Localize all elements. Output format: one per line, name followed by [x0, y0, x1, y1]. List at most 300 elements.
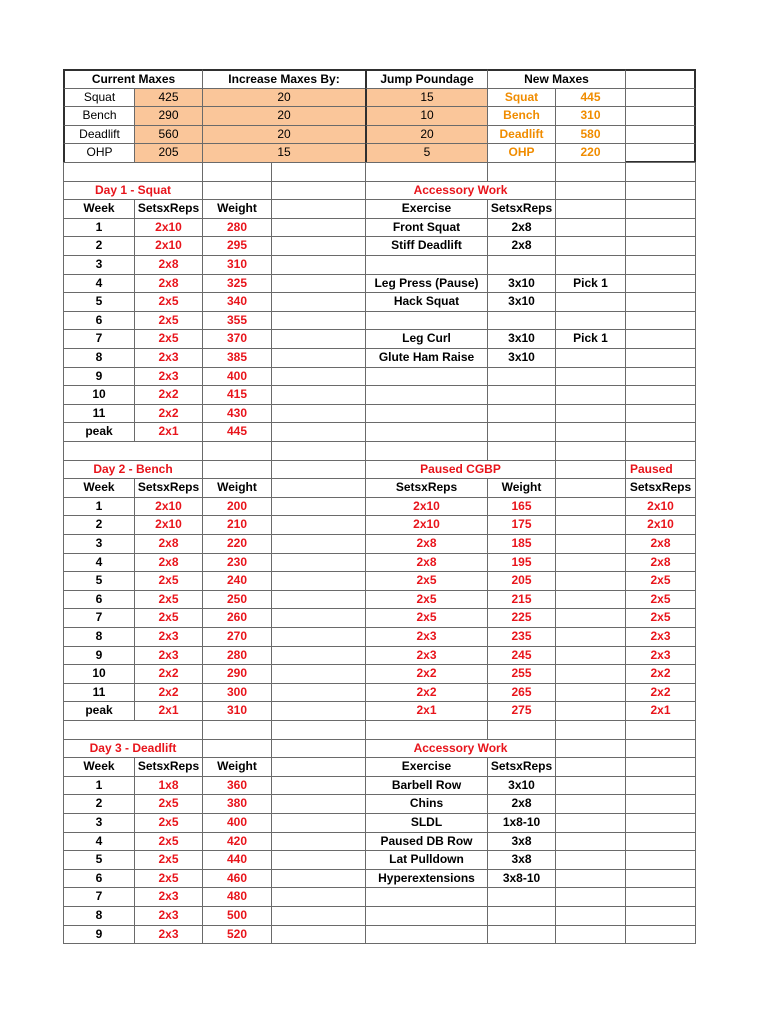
empty-cell[interactable] [487, 887, 556, 907]
weight-value[interactable]: 310 [202, 255, 272, 275]
sets-reps[interactable]: 2x3 [134, 348, 203, 368]
current-max-value[interactable]: 205 [134, 143, 203, 163]
empty-cell[interactable] [555, 757, 626, 777]
empty-cell[interactable] [555, 925, 626, 944]
new-max-value[interactable]: 580 [555, 125, 626, 144]
empty-cell[interactable] [555, 515, 626, 535]
paused-sets-reps[interactable]: 2x3 [625, 627, 696, 647]
empty-cell[interactable] [555, 832, 626, 851]
cgbp-weight[interactable]: 175 [487, 515, 556, 535]
empty-cell[interactable] [625, 906, 696, 926]
empty-cell[interactable] [625, 199, 696, 219]
exercise-name[interactable]: Lat Pulldown [365, 850, 488, 870]
empty-cell[interactable] [63, 720, 203, 740]
weight-value[interactable]: 360 [202, 776, 272, 795]
empty-cell[interactable] [365, 906, 488, 926]
paused-sets-reps[interactable]: 2x3 [625, 646, 696, 665]
empty-cell[interactable] [365, 720, 488, 740]
cgbp-sets-reps[interactable]: 2x8 [365, 534, 488, 554]
setsxreps-header[interactable]: SetsxReps [487, 199, 556, 219]
empty-cell[interactable] [625, 813, 696, 833]
empty-cell[interactable] [555, 720, 626, 740]
lift-name[interactable]: Squat [63, 88, 135, 107]
sets-reps[interactable]: 2x1 [134, 701, 203, 721]
weight-value[interactable]: 380 [202, 794, 272, 814]
week-number[interactable]: 6 [63, 590, 135, 609]
weight-value[interactable]: 300 [202, 683, 272, 702]
exercise-name[interactable] [365, 311, 488, 330]
empty-cell[interactable] [555, 460, 626, 479]
empty-cell[interactable] [271, 683, 366, 702]
weight-value[interactable]: 260 [202, 608, 272, 628]
pick-note[interactable]: Pick 1 [555, 274, 626, 293]
empty-cell[interactable] [271, 367, 366, 386]
sets-reps[interactable]: 2x3 [134, 906, 203, 926]
weight-value[interactable]: 500 [202, 906, 272, 926]
empty-cell[interactable] [271, 701, 366, 721]
empty-cell[interactable] [271, 739, 366, 758]
week-number[interactable]: 10 [63, 664, 135, 684]
empty-cell[interactable] [625, 143, 696, 163]
exercise-sets[interactable] [487, 311, 556, 330]
exercise-name[interactable]: Paused DB Row [365, 832, 488, 851]
empty-cell[interactable] [202, 739, 272, 758]
lift-name[interactable]: Bench [63, 106, 135, 126]
week-header[interactable]: Week [63, 757, 135, 777]
week-number[interactable]: 7 [63, 608, 135, 628]
exercise-name[interactable]: Chins [365, 794, 488, 814]
empty-cell[interactable] [625, 106, 696, 126]
empty-cell[interactable] [271, 460, 366, 479]
pick-note[interactable] [555, 348, 626, 368]
pick-note[interactable] [555, 292, 626, 312]
empty-cell[interactable] [625, 181, 696, 200]
cgbp-sets-reps[interactable]: 2x8 [365, 553, 488, 572]
week-number[interactable]: 1 [63, 497, 135, 516]
empty-cell[interactable] [365, 385, 488, 405]
empty-cell[interactable] [625, 850, 696, 870]
cgbp-weight[interactable]: 205 [487, 571, 556, 591]
pick-note[interactable] [555, 255, 626, 275]
week-header[interactable]: Week [63, 478, 135, 498]
exercise-header[interactable]: Exercise [365, 757, 488, 777]
weight-value[interactable]: 310 [202, 701, 272, 721]
cgbp-weight[interactable]: 165 [487, 497, 556, 516]
empty-cell[interactable] [555, 367, 626, 386]
empty-cell[interactable] [271, 181, 366, 200]
empty-cell[interactable] [487, 441, 556, 461]
paused-sets-reps[interactable]: 2x8 [625, 534, 696, 554]
empty-cell[interactable] [625, 739, 696, 758]
empty-cell[interactable] [271, 664, 366, 684]
cgbp-weight[interactable]: 225 [487, 608, 556, 628]
empty-cell[interactable] [625, 925, 696, 944]
week-number[interactable]: 2 [63, 515, 135, 535]
empty-cell[interactable] [271, 627, 366, 647]
new-max-lift[interactable]: Bench [487, 106, 556, 126]
empty-cell[interactable] [271, 906, 366, 926]
sets-reps[interactable]: 2x3 [134, 367, 203, 386]
new-max-value[interactable]: 445 [555, 88, 626, 107]
cgbp-weight[interactable]: 255 [487, 664, 556, 684]
empty-cell[interactable] [625, 255, 696, 275]
exercise-sets[interactable]: 1x8-10 [487, 813, 556, 833]
pick-note[interactable] [555, 218, 626, 237]
sets-reps[interactable]: 2x5 [134, 869, 203, 888]
empty-cell[interactable] [555, 162, 626, 182]
empty-cell[interactable] [271, 887, 366, 907]
sets-reps[interactable]: 2x10 [134, 515, 203, 535]
empty-cell[interactable] [625, 236, 696, 256]
empty-cell[interactable] [202, 441, 272, 461]
week-number[interactable]: 5 [63, 292, 135, 312]
pick-note[interactable]: Pick 1 [555, 329, 626, 349]
weight-value[interactable]: 325 [202, 274, 272, 293]
week-number[interactable]: 4 [63, 832, 135, 851]
empty-cell[interactable] [487, 925, 556, 944]
empty-cell[interactable] [625, 385, 696, 405]
empty-cell[interactable] [202, 720, 272, 740]
empty-cell[interactable] [555, 813, 626, 833]
exercise-sets[interactable]: 3x8 [487, 832, 556, 851]
empty-cell[interactable] [202, 162, 272, 182]
week-number[interactable]: 8 [63, 627, 135, 647]
exercise-header[interactable]: Exercise [365, 199, 488, 219]
cgbp-sets-reps[interactable]: 2x10 [365, 497, 488, 516]
pick-note[interactable] [555, 236, 626, 256]
jump-value[interactable]: 20 [365, 125, 488, 144]
sets-reps[interactable]: 2x10 [134, 218, 203, 237]
empty-cell[interactable] [555, 385, 626, 405]
empty-cell[interactable] [625, 422, 696, 442]
week-number[interactable]: 7 [63, 887, 135, 907]
increase-value[interactable]: 20 [202, 106, 366, 126]
current-max-value[interactable]: 560 [134, 125, 203, 144]
empty-cell[interactable] [555, 850, 626, 870]
empty-cell[interactable] [487, 162, 556, 182]
current-maxes-header[interactable]: Current Maxes [63, 69, 203, 89]
accessory3-title[interactable]: Accessory Work [365, 739, 556, 758]
empty-cell[interactable] [625, 720, 696, 740]
empty-cell[interactable] [555, 906, 626, 926]
week-number[interactable]: 3 [63, 255, 135, 275]
exercise-name[interactable]: Glute Ham Raise [365, 348, 488, 368]
weight-header[interactable]: Weight [202, 478, 272, 498]
week-number[interactable]: 3 [63, 813, 135, 833]
day1-title[interactable]: Day 1 - Squat [63, 181, 203, 200]
empty-cell[interactable] [555, 571, 626, 591]
empty-cell[interactable] [625, 348, 696, 368]
empty-cell[interactable] [271, 534, 366, 554]
sets-reps[interactable]: 2x10 [134, 236, 203, 256]
sets-reps[interactable]: 2x5 [134, 590, 203, 609]
cgbp-weight[interactable]: 265 [487, 683, 556, 702]
empty-cell[interactable] [271, 590, 366, 609]
current-max-value[interactable]: 425 [134, 88, 203, 107]
pick-note[interactable] [555, 311, 626, 330]
exercise-sets[interactable]: 3x10 [487, 274, 556, 293]
empty-cell[interactable] [487, 720, 556, 740]
empty-cell[interactable] [271, 720, 366, 740]
empty-cell[interactable] [365, 367, 488, 386]
sets-reps[interactable]: 1x8 [134, 776, 203, 795]
weight-value[interactable]: 520 [202, 925, 272, 944]
empty-cell[interactable] [487, 367, 556, 386]
empty-cell[interactable] [625, 887, 696, 907]
new-max-lift[interactable]: OHP [487, 143, 556, 163]
setsxreps-header[interactable]: SetsxReps [134, 478, 203, 498]
empty-cell[interactable] [271, 422, 366, 442]
weight-value[interactable]: 415 [202, 385, 272, 405]
exercise-sets[interactable] [487, 255, 556, 275]
sets-reps[interactable]: 2x5 [134, 311, 203, 330]
empty-cell[interactable] [625, 832, 696, 851]
week-number[interactable]: 9 [63, 646, 135, 665]
sets-reps[interactable]: 2x1 [134, 422, 203, 442]
cgbp-weight[interactable]: 195 [487, 553, 556, 572]
exercise-sets[interactable]: 2x8 [487, 794, 556, 814]
empty-cell[interactable] [365, 162, 488, 182]
weight-value[interactable]: 385 [202, 348, 272, 368]
empty-cell[interactable] [271, 497, 366, 516]
empty-cell[interactable] [555, 608, 626, 628]
paused-sets-reps[interactable]: 2x5 [625, 571, 696, 591]
empty-cell[interactable] [271, 832, 366, 851]
empty-cell[interactable] [271, 404, 366, 423]
cgbp-weight[interactable]: 275 [487, 701, 556, 721]
week-number[interactable]: 9 [63, 925, 135, 944]
empty-cell[interactable] [271, 850, 366, 870]
sets-reps[interactable]: 2x8 [134, 255, 203, 275]
weight-value[interactable]: 480 [202, 887, 272, 907]
empty-cell[interactable] [271, 311, 366, 330]
exercise-name[interactable]: Stiff Deadlift [365, 236, 488, 256]
week-header[interactable]: Week [63, 199, 135, 219]
empty-cell[interactable] [555, 739, 626, 758]
exercise-sets[interactable]: 3x8 [487, 850, 556, 870]
empty-cell[interactable] [625, 311, 696, 330]
week-number[interactable]: 4 [63, 274, 135, 293]
empty-cell[interactable] [555, 478, 626, 498]
week-number[interactable]: 8 [63, 906, 135, 926]
empty-cell[interactable] [555, 404, 626, 423]
sets-reps[interactable]: 2x3 [134, 627, 203, 647]
empty-cell[interactable] [625, 218, 696, 237]
exercise-sets[interactable]: 3x8-10 [487, 869, 556, 888]
weight-value[interactable]: 400 [202, 813, 272, 833]
new-max-value[interactable]: 310 [555, 106, 626, 126]
empty-cell[interactable] [271, 385, 366, 405]
sets-reps[interactable]: 2x8 [134, 534, 203, 554]
empty-cell[interactable] [271, 757, 366, 777]
empty-cell[interactable] [271, 348, 366, 368]
empty-cell[interactable] [555, 869, 626, 888]
weight-value[interactable]: 355 [202, 311, 272, 330]
empty-cell[interactable] [555, 646, 626, 665]
empty-cell[interactable] [625, 88, 696, 107]
exercise-sets[interactable]: 2x8 [487, 218, 556, 237]
sets-reps[interactable]: 2x3 [134, 925, 203, 944]
weight-value[interactable]: 220 [202, 534, 272, 554]
cgbp-weight[interactable]: 235 [487, 627, 556, 647]
cgbp-setsxreps-header[interactable]: SetsxReps [365, 478, 488, 498]
sets-reps[interactable]: 2x3 [134, 887, 203, 907]
lift-name[interactable]: OHP [63, 143, 135, 163]
week-number[interactable]: 7 [63, 329, 135, 349]
weight-value[interactable]: 340 [202, 292, 272, 312]
empty-cell[interactable] [555, 199, 626, 219]
exercise-sets[interactable]: 3x10 [487, 348, 556, 368]
weight-value[interactable]: 440 [202, 850, 272, 870]
jump-value[interactable]: 10 [365, 106, 488, 126]
empty-cell[interactable] [271, 608, 366, 628]
week-number[interactable]: 5 [63, 571, 135, 591]
sets-reps[interactable]: 2x5 [134, 571, 203, 591]
exercise-sets[interactable]: 3x10 [487, 329, 556, 349]
new-max-value[interactable]: 220 [555, 143, 626, 163]
weight-value[interactable]: 460 [202, 869, 272, 888]
weight-value[interactable]: 200 [202, 497, 272, 516]
empty-cell[interactable] [365, 422, 488, 442]
paused-sets-reps[interactable]: 2x5 [625, 608, 696, 628]
paused-sets-reps[interactable]: 2x5 [625, 590, 696, 609]
week-number[interactable]: 11 [63, 683, 135, 702]
week-number[interactable]: 1 [63, 776, 135, 795]
empty-cell[interactable] [555, 776, 626, 795]
empty-cell[interactable] [625, 292, 696, 312]
empty-cell[interactable] [625, 404, 696, 423]
exercise-sets[interactable]: 3x10 [487, 776, 556, 795]
empty-cell[interactable] [487, 906, 556, 926]
new-maxes-header[interactable]: New Maxes [487, 69, 626, 89]
jump-value[interactable]: 15 [365, 88, 488, 107]
day2-title[interactable]: Day 2 - Bench [63, 460, 203, 479]
weight-value[interactable]: 210 [202, 515, 272, 535]
sets-reps[interactable]: 2x5 [134, 329, 203, 349]
empty-cell[interactable] [365, 404, 488, 423]
week-number[interactable]: 4 [63, 553, 135, 572]
increase-value[interactable]: 20 [202, 125, 366, 144]
exercise-name[interactable]: Leg Press (Pause) [365, 274, 488, 293]
empty-cell[interactable] [365, 441, 488, 461]
empty-cell[interactable] [202, 181, 272, 200]
empty-cell[interactable] [63, 441, 203, 461]
weight-header[interactable]: Weight [202, 757, 272, 777]
week-number[interactable]: 3 [63, 534, 135, 554]
week-number[interactable]: 1 [63, 218, 135, 237]
weight-value[interactable]: 240 [202, 571, 272, 591]
weight-header[interactable]: Weight [202, 199, 272, 219]
jump-value[interactable]: 5 [365, 143, 488, 163]
cgbp-sets-reps[interactable]: 2x3 [365, 646, 488, 665]
cgbp-sets-reps[interactable]: 2x5 [365, 571, 488, 591]
exercise-name[interactable]: Hyperextensions [365, 869, 488, 888]
current-max-value[interactable]: 290 [134, 106, 203, 126]
sets-reps[interactable]: 2x5 [134, 292, 203, 312]
paused-sets-reps[interactable]: 2x2 [625, 664, 696, 684]
empty-cell[interactable] [365, 887, 488, 907]
weight-value[interactable]: 295 [202, 236, 272, 256]
weight-value[interactable]: 445 [202, 422, 272, 442]
week-number[interactable]: 6 [63, 869, 135, 888]
week-number[interactable]: 8 [63, 348, 135, 368]
empty-cell[interactable] [271, 255, 366, 275]
empty-cell[interactable] [555, 664, 626, 684]
sets-reps[interactable]: 2x2 [134, 385, 203, 405]
cgbp-weight[interactable]: 245 [487, 646, 556, 665]
empty-cell[interactable] [271, 646, 366, 665]
exercise-name[interactable]: Barbell Row [365, 776, 488, 795]
empty-cell[interactable] [555, 553, 626, 572]
cgbp-weight[interactable]: 215 [487, 590, 556, 609]
jump-poundage-header[interactable]: Jump Poundage [365, 69, 488, 89]
empty-cell[interactable] [63, 162, 203, 182]
new-max-lift[interactable]: Deadlift [487, 125, 556, 144]
empty-cell[interactable] [271, 274, 366, 293]
weight-value[interactable]: 400 [202, 367, 272, 386]
exercise-name[interactable]: Front Squat [365, 218, 488, 237]
empty-cell[interactable] [202, 460, 272, 479]
empty-cell[interactable] [555, 683, 626, 702]
empty-cell[interactable] [271, 553, 366, 572]
empty-cell[interactable] [555, 534, 626, 554]
empty-cell[interactable] [625, 757, 696, 777]
setsxreps-header[interactable]: SetsxReps [134, 199, 203, 219]
cgbp-title[interactable]: Paused CGBP [365, 460, 556, 479]
empty-cell[interactable] [625, 162, 696, 182]
empty-cell[interactable] [365, 925, 488, 944]
paused-sets-reps[interactable]: 2x10 [625, 497, 696, 516]
cgbp-sets-reps[interactable]: 2x3 [365, 627, 488, 647]
accessory1-title[interactable]: Accessory Work [365, 181, 556, 200]
new-max-lift[interactable]: Squat [487, 88, 556, 107]
week-number[interactable]: 5 [63, 850, 135, 870]
empty-cell[interactable] [555, 181, 626, 200]
empty-cell[interactable] [271, 292, 366, 312]
week-number[interactable]: 6 [63, 311, 135, 330]
exercise-name[interactable] [365, 255, 488, 275]
empty-cell[interactable] [487, 385, 556, 405]
weight-value[interactable]: 420 [202, 832, 272, 851]
empty-cell[interactable] [625, 441, 696, 461]
empty-cell[interactable] [625, 274, 696, 293]
empty-cell[interactable] [625, 776, 696, 795]
paused-sets-reps[interactable]: 2x1 [625, 701, 696, 721]
cgbp-sets-reps[interactable]: 2x2 [365, 664, 488, 684]
weight-value[interactable]: 370 [202, 329, 272, 349]
exercise-name[interactable]: SLDL [365, 813, 488, 833]
sets-reps[interactable]: 2x2 [134, 683, 203, 702]
weight-value[interactable]: 230 [202, 553, 272, 572]
week-number[interactable]: peak [63, 701, 135, 721]
empty-cell[interactable] [555, 422, 626, 442]
empty-cell[interactable] [271, 813, 366, 833]
sets-reps[interactable]: 2x8 [134, 553, 203, 572]
increase-maxes-header[interactable]: Increase Maxes By: [202, 69, 366, 89]
cgbp-weight[interactable]: 185 [487, 534, 556, 554]
paused-sets-reps[interactable]: 2x10 [625, 515, 696, 535]
sets-reps[interactable]: 2x10 [134, 497, 203, 516]
sets-reps[interactable]: 2x5 [134, 850, 203, 870]
week-number[interactable]: peak [63, 422, 135, 442]
paused-sets-reps[interactable]: 2x8 [625, 553, 696, 572]
cgbp-sets-reps[interactable]: 2x1 [365, 701, 488, 721]
empty-cell[interactable] [271, 218, 366, 237]
sets-reps[interactable]: 2x3 [134, 646, 203, 665]
day3-title[interactable]: Day 3 - Deadlift [63, 739, 203, 758]
exercise-name[interactable]: Hack Squat [365, 292, 488, 312]
empty-cell[interactable] [271, 571, 366, 591]
